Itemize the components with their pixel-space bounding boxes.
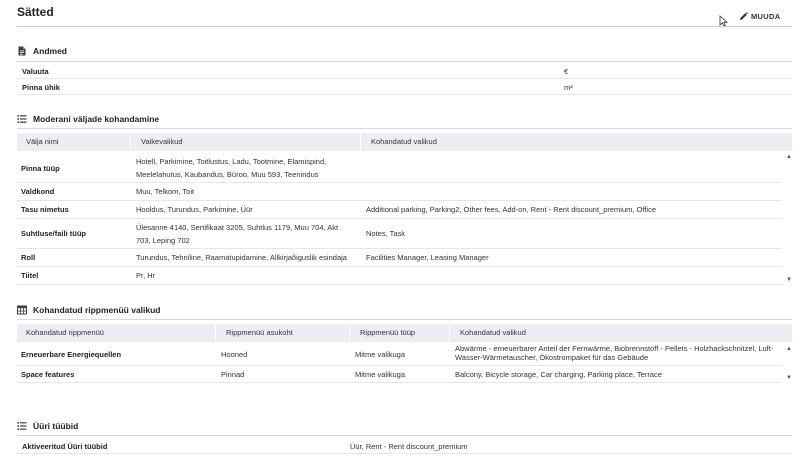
field-default-options: Hooldus, Turundus, Parkimine, Üür	[136, 205, 253, 214]
field-table-header	[17, 133, 792, 151]
column-header: Välja nimi	[17, 133, 131, 151]
section-title: Moderani väljade kohandamine	[33, 114, 160, 124]
document-icon	[17, 46, 27, 56]
table-row	[17, 183, 782, 201]
dropdown-name: Space features	[21, 370, 75, 379]
edit-button-label: MUUDA	[751, 11, 781, 21]
field-name: Tiitel	[21, 271, 39, 280]
table-row	[17, 153, 782, 183]
section-divider	[17, 319, 792, 320]
section-divider	[17, 128, 792, 129]
dropdown-options: Abwärme - erneuerbarer Anteil der Fernwärme, Biobrennstoff - Pellets - Holzhackschnitzel, Luft-Wasser-Wärmetauscher, Ökostrompaket für das Gebäude	[455, 344, 774, 362]
table-row	[17, 219, 782, 249]
section-divider	[17, 61, 792, 62]
row-value: €	[564, 67, 569, 76]
row-value: m²	[564, 83, 573, 92]
field-name: Suhtluse/faili tüüp	[21, 229, 86, 238]
field-custom-options: Notes, Task	[366, 229, 406, 238]
field-default-options: Turundus, Tehniline, Raamatupidamine, Allkirjaõiguslik esindaja	[136, 253, 347, 262]
column-header: Kohandatud valikud	[460, 328, 526, 337]
table-scroll-down-icon[interactable]: ▼	[786, 375, 792, 381]
row-label: Aktiveeritud Üüri tüübid	[22, 442, 108, 451]
row-label: Valuuta	[22, 67, 49, 76]
field-name: Valdkond	[21, 187, 55, 196]
section-custom-dropdowns	[17, 305, 161, 315]
table-row	[17, 201, 782, 219]
column-header: Vaikevalikud	[132, 133, 361, 151]
table-icon	[17, 305, 27, 315]
table-scroll-up-icon[interactable]: ▲	[786, 154, 792, 160]
field-custom-options: Facilities Manager, Leasing Manager	[366, 253, 489, 262]
table-row	[17, 366, 782, 383]
row-value: Üür, Rent - Rent discount_premium	[350, 442, 468, 451]
section-rent-types	[17, 421, 78, 431]
kv-row-active-rent-types	[17, 438, 792, 454]
page-title: Sätted	[17, 5, 54, 19]
field-default-options: Pr, Hr	[136, 271, 156, 280]
dropdown-location: Pinnad	[221, 370, 245, 379]
column-header: Kohandatud valikud	[371, 137, 437, 146]
table-scroll-up-icon[interactable]: ▲	[786, 346, 792, 352]
table-scroll-down-icon[interactable]: ▼	[786, 277, 792, 283]
field-name: Roll	[21, 253, 36, 262]
field-default-options: Hotell, Parkimine, Toitlustus, Ladu, Tootmine, Elamispind, Meelelahutus, Kaubandus, Büroo, Muu 593, Teenindus	[136, 157, 327, 179]
section-field-customization	[17, 114, 159, 124]
pencil-icon	[739, 12, 748, 21]
table-row	[17, 249, 782, 267]
kv-row-area-unit	[17, 79, 792, 95]
section-divider	[17, 435, 792, 436]
dropdown-location: Hooned	[221, 350, 248, 359]
column-header: Rippmenüü tüüp	[351, 324, 450, 342]
column-header: Kohandatud rippmenüü	[17, 324, 216, 342]
row-label: Pinna ühik	[22, 83, 60, 92]
list-icon	[17, 421, 27, 431]
list-icon	[17, 114, 27, 124]
field-name: Tasu nimetus	[21, 205, 69, 214]
header-divider	[17, 26, 792, 27]
table-row	[17, 344, 782, 366]
field-default-options: Ülesanne 4140, Sertifikaat 3205, Suhtlus 1179, Muu 704, Akt 703, Leping 702	[136, 223, 339, 245]
edit-button[interactable]	[739, 10, 780, 22]
section-title: Üüri tüübid	[33, 421, 79, 431]
dropdown-table-header	[17, 324, 792, 342]
dropdown-type: Mitme valikuga	[355, 370, 406, 379]
kv-row-currency	[17, 63, 792, 79]
field-custom-options: Additional parking, Parking2, Other fees, Add-on, Rent - Rent discount_premium, Office	[366, 205, 657, 214]
table-row	[17, 267, 782, 285]
field-default-options: Muu, Telkom, Toit	[136, 187, 195, 196]
field-name: Pinna tüüp	[21, 164, 60, 173]
section-andmed	[17, 46, 67, 56]
section-title: Andmed	[33, 46, 67, 56]
dropdown-options: Balcony, Bicycle storage, Car charging, Parking place, Terrace	[455, 370, 662, 379]
dropdown-name: Erneuerbare Energiequellen	[21, 350, 122, 359]
column-header: Rippmenüü asukoht	[217, 324, 350, 342]
dropdown-type: Mitme valikuga	[355, 350, 406, 359]
section-title: Kohandatud rippmenüü valikud	[33, 305, 161, 315]
